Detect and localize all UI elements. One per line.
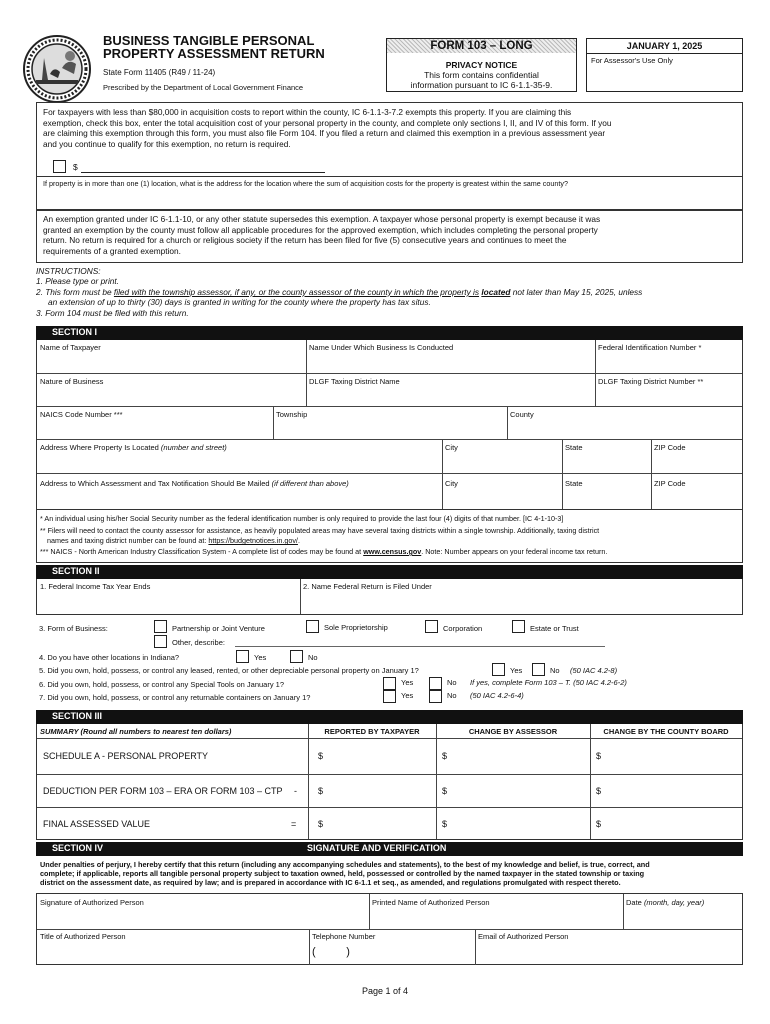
section-1-table <box>36 340 743 510</box>
partnership-label: Partnership or Joint Venture <box>172 624 265 633</box>
instructions-heading: INSTRUCTIONS: <box>36 266 101 276</box>
special-tools-reference: If yes, complete Form 103 – T. (50 IAC 4.2-6-2) <box>470 678 627 687</box>
taxing-district-note-cont: names and taxing district number can be found at: https://budgetnotices.in.gov/. <box>47 536 300 545</box>
exemption-text-line3: are claiming this exemption through this form, you must also file Form 104. If you filed a return and claimed this exemption in a previous assessment year <box>43 128 606 139</box>
depreciable-yes-label: Yes <box>510 666 523 675</box>
depreciable-yes-checkbox[interactable] <box>492 663 505 676</box>
federal-id-label: Federal Identification Number * <box>598 343 702 352</box>
instruction-3: 3. Form 104 must be filed with this return. <box>36 307 189 318</box>
section-2-header: SECTION II <box>36 565 743 579</box>
privacy-notice-line1: This form contains confidential <box>424 70 539 80</box>
naics-note: *** NAICS - North American Industry Classification System - A complete list of codes may be found at www.census.gov. Note: Number appears on your federal income tax return. <box>40 547 608 556</box>
statute-text-line3: return. No return is required for a church or religious society if the return has been filed for five (5) consecutive years and continues to meet the <box>43 235 567 246</box>
deduction-operator: - <box>294 786 297 796</box>
ssn-note: * An individual using his/her Social Security number as the federal identification number is only required to provide the last four (4) digits of that number. [IC 4-1-10-3] <box>40 514 564 523</box>
form-number: FORM 103 – LONG <box>387 39 576 53</box>
property-state-label: State <box>565 443 583 452</box>
dlgf-district-name-label: DLGF Taxing District Name <box>309 377 400 386</box>
nature-of-business-label: Nature of Business <box>40 377 104 386</box>
special-tools-yes-checkbox[interactable] <box>383 677 396 690</box>
special-tools-yes-label: Yes <box>401 678 414 687</box>
form-number-box <box>386 38 577 92</box>
containers-no-checkbox[interactable] <box>429 690 442 703</box>
containers-yes-checkbox[interactable] <box>383 690 396 703</box>
property-address-label: Address Where Property Is Located (number and street) <box>40 443 227 452</box>
deduction-assessor-field[interactable]: $ <box>442 786 448 796</box>
change-by-assessor-header: CHANGE BY ASSESSOR <box>468 727 558 736</box>
section-1-header: SECTION I <box>36 326 743 340</box>
other-locations-question: 4. Do you have other locations in Indiana? <box>39 653 180 662</box>
instructions <box>36 266 746 318</box>
prescribed-by: Prescribed by the Department of Local Government Finance <box>103 83 304 92</box>
depreciable-property-question: 5. Did you own, hold, possess, or control any leased, rented, or other depreciable personal property on January 1? <box>39 666 419 675</box>
county-label: County <box>510 410 534 419</box>
mailing-state-label: State <box>565 479 583 488</box>
telephone-label: Telephone Number <box>312 932 376 941</box>
property-city-label: City <box>445 443 458 452</box>
deduction-taxpayer-field[interactable]: $ <box>318 786 324 796</box>
reported-by-taxpayer-header: REPORTED BY TAXPAYER <box>324 727 420 736</box>
business-name-label: Name Under Which Business Is Conducted <box>309 343 454 352</box>
exemption-text-line2: exemption, check this box, enter the total acquisition cost of your personal property in the county, and complete only sections I, II, and IV of this form. If you <box>43 117 612 128</box>
depreciable-reference: (50 IAC 4.2-8) <box>570 666 618 675</box>
other-locations-no-label: No <box>308 653 318 662</box>
special-tools-question: 6. Did you own, hold, possess, or control any Special Tools on January 1? <box>39 680 285 689</box>
deduction-board-field[interactable]: $ <box>596 786 602 796</box>
containers-reference: (50 IAC 4.2-6-4) <box>470 691 524 700</box>
page-number: Page 1 of 4 <box>361 986 409 996</box>
signature-label: Signature of Authorized Person <box>40 898 144 907</box>
statute-text-line2: granted an exemption by the county must follow all applicable procedures for the approved exemption, which includes completing the personal property <box>43 224 598 235</box>
form-title-line2: PROPERTY ASSESSMENT RETURN <box>103 46 325 61</box>
title-label: Title of Authorized Person <box>40 932 126 941</box>
schedule-a-label: SCHEDULE A - PERSONAL PROPERTY <box>43 751 209 761</box>
estate-trust-label: Estate or Trust <box>530 624 579 633</box>
final-board-field[interactable]: $ <box>596 819 602 829</box>
other-business-label: Other, describe: <box>172 638 225 647</box>
assessor-use-box <box>586 38 743 92</box>
date-label: Date (month, day, year) <box>626 898 705 907</box>
indiana-state-seal-icon <box>22 34 92 104</box>
acquisition-cost-field[interactable] <box>81 172 325 173</box>
other-locations-yes-label: Yes <box>254 653 267 662</box>
assessment-date: JANUARY 1, 2025 <box>626 41 703 51</box>
township-label: Township <box>276 410 308 419</box>
mailing-address-label: Address to Which Assessment and Tax Notification Should Be Mailed (if different than above) <box>40 479 349 488</box>
final-value-operator: = <box>291 819 297 829</box>
depreciable-no-label: No <box>550 666 560 675</box>
exemption-checkbox[interactable] <box>53 160 66 173</box>
other-business-description-field[interactable] <box>235 646 605 647</box>
summary-header: SUMMARY (Round all numbers to nearest ten dollars) <box>40 727 232 736</box>
schedule-a-taxpayer-field[interactable]: $ <box>318 751 324 761</box>
certification-statement: Under penalties of perjury, I hereby certify that this return (including any accompanying schedules and statements), to the best of my knowledge and belief, is true, correct, and complete; if applicable, reports all tangible personal property subject to taxation owned, held, possessed or controlled by the named taxpayer in the stated township or taxing district on the assessment date, as required by law; and is prepared in accordance with IC 6-1.1 et seq., as amended, and regulations promulgated with respect thereto. <box>40 860 650 887</box>
naics-code-label: NAICS Code Number *** <box>40 410 123 419</box>
section-4-header: SECTION IV SIGNATURE AND VERIFICATION <box>36 842 743 856</box>
taxing-district-note: ** Filers will need to contact the county assessor for assistance, as heavily populated areas may have several taxing districts within a single township. Additionally, taxing district <box>40 526 600 535</box>
privacy-notice-title: PRIVACY NOTICE <box>445 60 518 70</box>
special-tools-no-checkbox[interactable] <box>429 677 442 690</box>
other-locations-no-checkbox[interactable] <box>290 650 303 663</box>
statute-text-line1: An exemption granted under IC 6-1.1-10, or any other statute supersedes this exemption. A taxpayer whose personal property is exempt because it was <box>43 214 601 224</box>
property-zip-label: ZIP Code <box>654 443 686 452</box>
form-of-business-label: 3. Form of Business: <box>39 624 108 633</box>
exemption-text-line4: and you continue to qualify for this exemption, no return is required. <box>43 138 291 149</box>
section-4-table <box>36 893 743 965</box>
form-title-line1: BUSINESS TANGIBLE PERSONAL <box>103 33 315 48</box>
section-3-header: SECTION III <box>36 710 743 724</box>
census-link[interactable]: www.census.gov <box>363 547 422 556</box>
change-by-county-board-header: CHANGE BY THE COUNTY BOARD <box>603 727 729 736</box>
sole-proprietorship-label: Sole Proprietorship <box>324 623 388 632</box>
section-1-notes <box>36 510 743 563</box>
mailing-city-label: City <box>445 479 458 488</box>
instruction-2: 2. This form must be filed with the township assessor, if any, or the county assessor of the county in which the property is located not later than May 15, 2025, unless <box>36 286 643 297</box>
assessor-use-label: For Assessor's Use Only <box>591 56 673 65</box>
depreciable-no-checkbox[interactable] <box>532 663 545 676</box>
other-locations-yes-checkbox[interactable] <box>236 650 249 663</box>
partnership-checkbox[interactable] <box>154 620 167 633</box>
statute-text-line4: requirements of a granted exemption. <box>43 245 181 256</box>
statute-exemption-box <box>36 210 743 263</box>
printed-name-label: Printed Name of Authorized Person <box>372 898 490 907</box>
final-assessed-value-label: FINAL ASSESSED VALUE <box>43 819 151 829</box>
instruction-2-cont: an extension of up to thirty (30) days is granted in writing for the county where the property has tax situs. <box>48 297 431 308</box>
budget-notices-link[interactable]: https://budgetnotices.in.gov/ <box>208 536 298 545</box>
signature-verification-heading: SIGNATURE AND VERIFICATION <box>307 843 447 853</box>
name-of-taxpayer-label: Name of Taxpayer <box>40 343 101 352</box>
schedule-a-board-field[interactable]: $ <box>596 751 602 761</box>
final-assessor-field[interactable]: $ <box>442 819 448 829</box>
special-tools-no-label: No <box>447 678 457 687</box>
containers-no-label: No <box>447 691 457 700</box>
tax-year-ends-label: 1. Federal Income Tax Year Ends <box>40 582 151 591</box>
deduction-label: DEDUCTION PER FORM 103 – ERA OR FORM 103 – CTP <box>43 786 283 796</box>
telephone-area-code-field[interactable]: ( ) <box>312 946 350 958</box>
schedule-a-assessor-field[interactable]: $ <box>442 751 448 761</box>
section-2-table <box>36 579 743 615</box>
federal-return-name-label: 2. Name Federal Return is Filed Under <box>303 582 432 591</box>
final-taxpayer-field[interactable]: $ <box>318 819 324 829</box>
mailing-zip-label: ZIP Code <box>654 479 686 488</box>
section-3-table <box>36 724 743 840</box>
state-form-number: State Form 11405 (R49 / 11-24) <box>103 68 216 77</box>
other-business-checkbox[interactable] <box>154 635 167 648</box>
exemption-text-line1: For taxpayers with less than $80,000 in acquisition costs to report within the county, IC 6-1.1-3-7.2 exempts this property. If you are claiming this <box>43 107 572 117</box>
containers-yes-label: Yes <box>401 691 414 700</box>
returnable-containers-question: 7. Did you own, hold, possess, or control any returnable containers on January 1? <box>39 693 311 702</box>
dlgf-district-number-label: DLGF Taxing District Number ** <box>598 377 704 386</box>
small-business-exemption-box <box>36 102 743 210</box>
email-label: Email of Authorized Person <box>478 932 569 941</box>
estate-trust-checkbox[interactable] <box>512 620 525 633</box>
multi-location-question: If property is in more than one (1) location, what is the address for the location where the sum of acquisition costs for the property is greatest within the same county? <box>43 179 568 188</box>
corporation-checkbox[interactable] <box>425 620 438 633</box>
exemption-dollar-sign: $ <box>73 162 78 172</box>
instruction-1: 1. Please type or print. <box>36 276 120 287</box>
sole-proprietorship-checkbox[interactable] <box>306 620 319 633</box>
privacy-notice-line2: information pursuant to IC 6-1.1-35-9. <box>410 80 553 90</box>
corporation-label: Corporation <box>443 624 483 633</box>
